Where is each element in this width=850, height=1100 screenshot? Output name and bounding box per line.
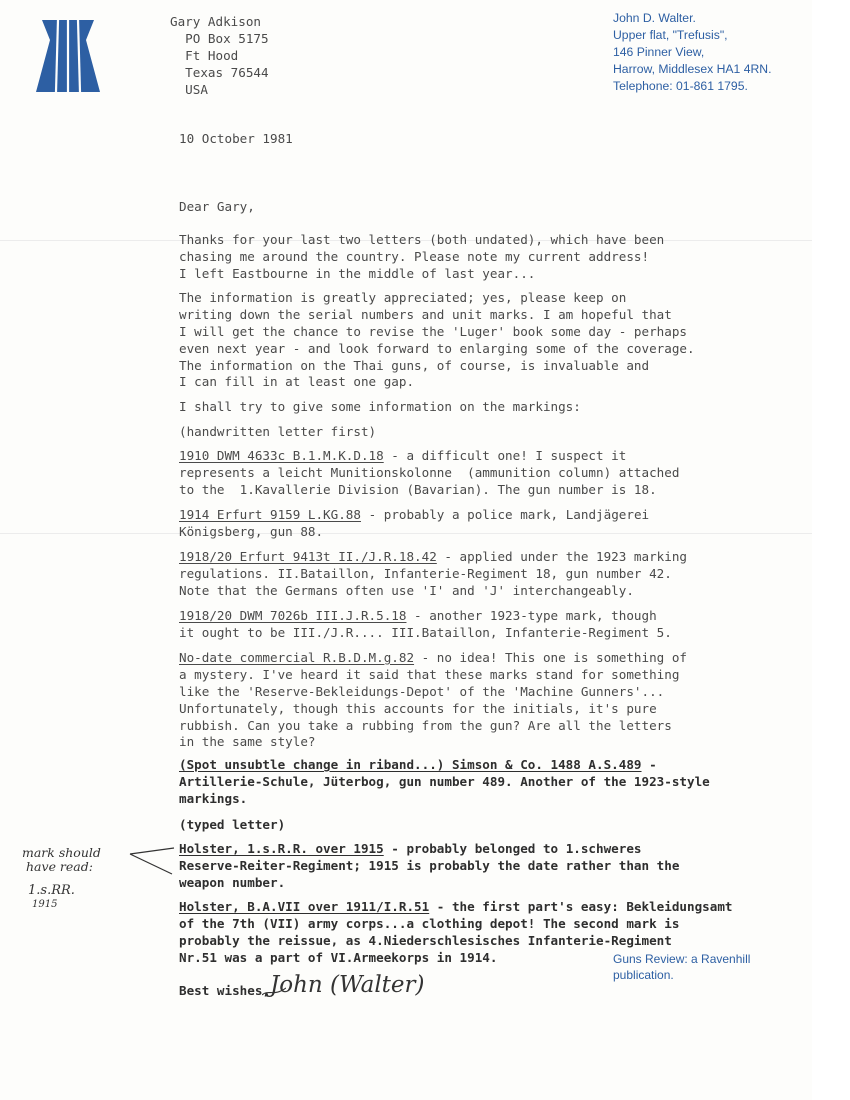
marking-entry-5 xyxy=(179,650,687,751)
text-line: - probably a police mark, Landjägerei xyxy=(360,507,650,522)
margin-note xyxy=(22,846,101,912)
margin-note-line: mark should xyxy=(22,845,101,860)
text-line: - probably belonged to 1.schweres xyxy=(383,841,642,856)
text-line: Nr.51 was a part of VI.Armeekorps in 1914. xyxy=(179,949,498,965)
marking-code: (Spot unsubtle change in riband...) Simson & Co. 1488 A.S.489 xyxy=(179,757,642,772)
text-line: markings. xyxy=(179,790,248,806)
signature: John (Walter) xyxy=(270,972,425,998)
letter-date: 10 October 1981 xyxy=(179,131,293,146)
marking-code: Holster, 1.s.R.R. over 1915 xyxy=(179,841,384,856)
text-line: I can fill in at least one gap. xyxy=(179,374,415,390)
text-line: a mystery. I've heard it said that these marks stand for something xyxy=(179,666,680,682)
text-line: - the first part's easy: Bekleidungsamt xyxy=(429,899,733,914)
text-line: represents a leicht Munitionskolonne (ammunition column) attached xyxy=(179,464,680,480)
text-line: Thanks for your last two letters (both undated), which have been xyxy=(179,232,665,247)
margin-arrow-icon xyxy=(128,842,176,886)
text-line: - no idea! This one is something of xyxy=(414,650,688,665)
text-line: rubbish. Can you take a rubbing from the gun? Are all the letters xyxy=(179,717,672,733)
text-line: regulations. II.Bataillon, Infanterie-Regiment 18, gun number 42. xyxy=(179,565,672,581)
marking-entry-4 xyxy=(179,608,672,642)
margin-note-line: 1915 xyxy=(32,899,58,910)
publication-credit xyxy=(613,951,750,983)
text-line: writing down the serial numbers and unit marks. I am hopeful that xyxy=(179,306,672,322)
credit-line: Guns Review: a Ravenhill xyxy=(613,952,751,966)
marking-entry-2 xyxy=(179,507,649,541)
text-line: Artillerie-Schule, Jüterbog, gun number 489. Another of the 1923-style xyxy=(179,773,710,789)
letterhead-line: John D. Walter. xyxy=(613,11,696,25)
marking-entry-1 xyxy=(179,448,679,499)
marking-code: Holster, B.A.VII over 1911/I.R.51 xyxy=(179,899,430,914)
sender-line: PO Box 5175 xyxy=(170,30,269,46)
sender-address xyxy=(170,14,269,98)
markings-intro: I shall try to give some information on the markings: xyxy=(179,399,581,414)
sender-line: Texas 76544 xyxy=(170,64,269,80)
salutation: Dear Gary, xyxy=(179,199,255,214)
text-line: weapon number. xyxy=(179,874,286,890)
marking-code: 1914 Erfurt 9159 L.KG.88 xyxy=(179,507,361,522)
letterhead-line: Harrow, Middlesex HA1 4RN. xyxy=(613,62,772,76)
closing: Best wishes, xyxy=(179,983,270,998)
marking-entry-6 xyxy=(179,757,710,808)
handwritten-letter-heading: (handwritten letter first) xyxy=(179,424,377,439)
letterhead-address xyxy=(613,10,772,95)
text-line: it ought to be III./J.R.... III.Bataillon, Infanterie-Regiment 5. xyxy=(179,624,672,640)
text-line: chasing me around the country. Please note my current address! xyxy=(179,248,650,264)
paragraph-1 xyxy=(179,232,664,283)
text-line: probably the reissue, as 4.Niederschlesisches Infanterie-Regiment xyxy=(179,932,672,948)
page-margin xyxy=(812,0,850,1100)
text-line: Reserve-Reiter-Regiment; 1915 is probably the date rather than the xyxy=(179,857,680,873)
letterhead-line: Telephone: 01-861 1795. xyxy=(613,79,748,93)
text-line: The information is greatly appreciated; yes, please keep on xyxy=(179,290,627,305)
text-line: to the 1.Kavallerie Division (Bavarian). The gun number is 18. xyxy=(179,481,657,497)
letterhead-line: Upper flat, "Trefusis", xyxy=(613,28,728,42)
text-line: - another 1923-type mark, though xyxy=(406,608,657,623)
signature-stroke-icon xyxy=(262,985,286,999)
text-line: Königsberg, gun 88. xyxy=(179,523,324,539)
text-line: - applied under the 1923 marking xyxy=(436,549,688,564)
margin-note-line: 1.s.RR. xyxy=(28,883,75,898)
text-line: Unfortunately, though this accounts for the initials, it's pure xyxy=(179,700,657,716)
text-line: - xyxy=(641,757,657,772)
text-line: of the 7th (VII) army corps...a clothing depot! The second mark is xyxy=(179,915,680,931)
sender-line: USA xyxy=(170,81,208,97)
text-line: even next year - and look forward to enlarging some of the coverage. xyxy=(179,340,695,356)
text-line: The information on the Thai guns, of course, is invaluable and xyxy=(179,357,650,373)
text-line: in the same style? xyxy=(179,734,316,750)
text-line: like the 'Reserve-Bekleidungs-Depot' of the 'Machine Gunners'... xyxy=(179,683,665,699)
letterhead-line: 146 Pinner View, xyxy=(613,45,705,59)
letterhead-logo-icon xyxy=(36,20,100,92)
marking-code: 1918/20 DWM 7026b III.J.R.5.18 xyxy=(179,608,407,623)
text-line: - a difficult one! I suspect it xyxy=(383,448,627,463)
sender-line: Ft Hood xyxy=(170,47,239,63)
typed-letter-heading: (typed letter) xyxy=(179,817,286,832)
credit-line: publication. xyxy=(613,968,674,982)
text-line: Note that the Germans often use 'I' and 'J' interchangeably. xyxy=(179,582,634,598)
text-line: I left Eastbourne in the middle of last year... xyxy=(179,265,536,281)
marking-code: 1918/20 Erfurt 9413t II./J.R.18.42 xyxy=(179,549,437,564)
marking-entry-7 xyxy=(179,841,679,892)
sender-line: Gary Adkison xyxy=(170,14,261,29)
margin-note-line: have read: xyxy=(26,859,93,874)
paragraph-2 xyxy=(179,290,695,391)
marking-code: 1910 DWM 4633c B.1.M.K.D.18 xyxy=(179,448,384,463)
marking-code: No-date commercial R.B.D.M.g.82 xyxy=(179,650,415,665)
text-line: I will get the chance to revise the 'Luger' book some day - perhaps xyxy=(179,323,687,339)
marking-entry-3 xyxy=(179,549,687,600)
